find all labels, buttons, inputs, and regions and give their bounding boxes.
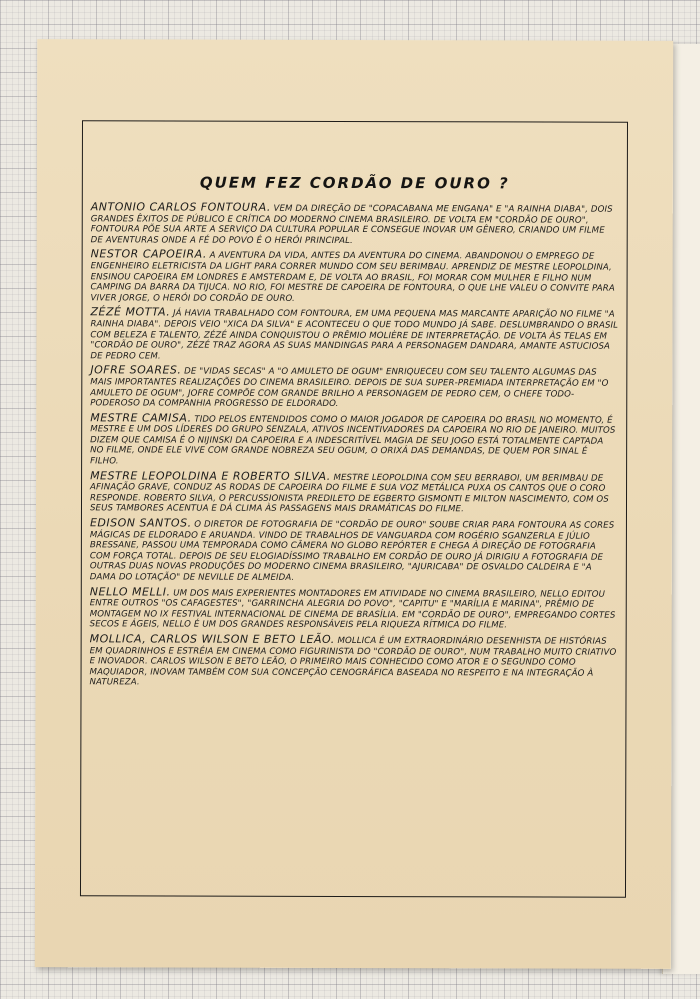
document-page	[35, 39, 673, 969]
credit-entry	[90, 247, 619, 305]
credit-name: NELLO MELLI.	[89, 584, 171, 599]
credit-entry	[90, 634, 618, 689]
credit-entry	[89, 468, 618, 516]
credit-name: ANTONIO CARLOS FONTOURA.	[90, 200, 271, 214]
credit-entry	[90, 518, 618, 584]
credit-name: NESTOR CAPOEIRA.	[90, 247, 207, 261]
credit-entry	[89, 584, 618, 632]
credit-entry	[90, 305, 619, 363]
credit-entry	[91, 202, 619, 247]
credit-text: TIDO PELOS ENTENDIDOS COMO O MAIOR JOGADOR DE CAPOEIRA DO BRASIL NO MOMENTO, É MESTRE E UM DOS LÍDERES DO GRUPO SENZALA, ATIVOS INCENTIVADORES DA CAPOEIRA NO RIO DE JANEIRO. MUITOS DIZEM QUE CAMISA É O NIJINSKI DA CAPOEIRA E A INDESCRITÍVEL MAGIA DE SEU JOGO ESTÁ TOTALMENTE CAPTADA NO FILME, ONDE ELE VIVE COM GRANDE NOBREZA SEU OGUM, O ORIXÁ DAS DEMANDAS, DE QUEM POR SINAL É FILHO.	[90, 414, 616, 467]
credit-entry	[90, 410, 618, 468]
credit-text: VEM DA DIREÇÃO DE "COPACABANA ME ENGANA" E "A RAINHA DIABA", DOIS GRANDES ÊXITOS DE PÚBLICO E CRÍTICA DO MODERNO CINEMA BRASILEIRO. DE VOLTA EM "CORDÃO DE OURO", FONTOURA PÕE SUA ARTE A SERVIÇO DA CULTURA POPULAR E CONSEGUE INOVAR UM GÊNERO, CRIANDO UM FILME DE AVENTURAS ONDE A FÉ DO POVO É O HERÓI PRINCIPAL.	[90, 203, 613, 246]
credit-name: MESTRE CAMISA.	[90, 410, 192, 425]
credit-entry	[90, 363, 618, 411]
credit-text: UM DOS MAIS EXPERIENTES MONTADORES EM ATIVIDADE NO CINEMA BRASILEIRO, NELLO EDITOU ENTRE OUTROS "OS CAFAGESTES", "GARRINCHA ALEGRIA DO POVO", "CAPITU" E "MARÍLIA E MARINA", PRÊMIO DE MONTAGEM NO IX FESTIVAL INTERNACIONAL DE CINEMA DE BRASÍLIA. EM "CORDÃO DE OURO", EMPREGANDO CORTES SECOS E ÁGEIS, NELLO É UM DOS GRANDES RESPONSÁVEIS PELA RIQUEZA RÍTMICA DO FILME.	[89, 588, 616, 631]
text-frame	[80, 120, 628, 897]
credit-name: JOFRE SOARES.	[90, 363, 182, 377]
credit-name: ZÉZÉ MOTTA.	[90, 305, 171, 319]
credit-text: MOLLICA É UM EXTRAORDINÁRIO DESENHISTA DE HISTÓRIAS EM QUADRINHOS E ESTRÉIA EM CINEMA COMO FIGURINISTA DO "CORDÃO DE OURO", NUM TRABALHO MUITO CRIATIVO E INOVADOR. CARLOS WILSON E BETO LEÃO, O PRIMEIRO MAIS CONHECIDO COMO ATOR E O SEGUNDO COMO MAQUIADOR, INOVAM TAMBÉM COM SUA CONCEPÇÃO CENOGRÁFICA BASEADA NO RESPEITO E NA INTEGRAÇÃO À NATUREZA.	[89, 635, 617, 688]
credit-name: MESTRE LEOPOLDINA E ROBERTO SILVA.	[90, 468, 331, 483]
credit-name: MOLLICA, CARLOS WILSON E BETO LEÃO.	[89, 632, 335, 646]
page-title: QUEM FEZ CORDÃO DE OURO ?	[199, 173, 510, 193]
credit-text: MESTRE LEOPOLDINA COM SEU BERRABOI, UM BERIMBAU DE AFINAÇÃO GRAVE, CONDUZ AS RODAS DE CAPOEIRA DO FILME E SUA VOZ METÁLICA PUXA OS CANTOS QUE O CORO RESPONDE. ROBERTO SILVA, O PERCUSSIONISTA PREDILETO DE EGBERTO GISMONTI E MILTON NASCIMENTO, COM OS SEUS TAMBORES ACENTUA E DÁ CLIMA ÀS PASSAGENS MAIS DRAMÁTICAS DO FILME.	[89, 472, 609, 515]
credit-text: JÁ HAVIA TRABALHADO COM FONTOURA, EM UMA PEQUENA MAS MARCANTE APARIÇÃO NO FILME "A RAINHA DIABA". DEPOIS VEIO "XICA DA SILVA" E ACONTECEU O QUE TODO MUNDO JÁ SABE. DESLUMBRANDO O BRASIL COM BELEZA E TALENTO, ZÉZÉ AINDA CONQUISTOU O PRÊMIO MOLIÈRE DE INTERPRETAÇÃO. DE VOLTA ÀS TELAS EM "CORDÃO DE OURO", ZÉZÉ TRAZ AGORA AS SUAS MANDINGAS PARA A PERSONAGEM DANDARA, AMANTE ASTUCIOSA DE PEDRO CEM.	[90, 308, 619, 362]
credit-text: O DIRETOR DE FOTOGRAFIA DE "CORDÃO DE OURO" SOUBE CRIAR PARA FONTOURA AS CORES MÁGICAS DE ELDORADO E ARUANDA. VINDO DE TRABALHOS DE VANGUARDA COM ROGÉRIO SGANZERLA E JÚLIO BRESSANE, PASSOU UMA TEMPORADA COMO CÂMERA NO GLOBO REPÓRTER E CHEGA À DIREÇÃO DE FOTOGRAFIA COM FORÇA TOTAL. DEPOIS DE SEU ELOGIADÍSSIMO TRABALHO EM CORDÃO DE OURO JÁ DIRIGIU A FOTOGRAFIA DE OUTRAS DUAS NOVAS PRODUÇÕES DO MODERNO CINEMA BRASILEIRO, "AJURICABA" DE OSVALDO CALDEIRA E "A DAMA DO LOTAÇÃO" DE NEVILLE DE ALMEIDA.	[89, 519, 615, 583]
credit-name: EDISON SANTOS.	[89, 516, 192, 530]
credits-text	[90, 202, 619, 693]
credit-text: DE "VIDAS SECAS" A "O AMULETO DE OGUM" ENRIQUECEU COM SEU TALENTO ALGUMAS DAS MAIS IMPORTANTES REALIZAÇÕES DO CINEMA BRASILEIRO. DEPOIS DE SUA SUPER-PREMIADA INTERPRETAÇÃO EM "O AMULETO DE OGUM", JOFRE COMPÕE COM GRANDE BRILHO A PERSONAGEM DE PEDRO CEM, O CHEFE TODO-PODEROSO DA COMPANHIA PROGRESSO DE ELDORADO.	[90, 366, 609, 410]
credit-text: A AVENTURA DA VIDA, ANTES DA AVENTURA DO CINEMA. ABANDONOU O EMPREGO DE ENGENHEIRO ELETRICISTA DA LIGHT PARA CORRER MUNDO COM SEU BERIMBAU. APRENDIZ DE MESTRE LEOPOLDINA, ENSINOU CAPOEIRA EM LONDRES E AMSTERDAM E, DE VOLTA AO BRASIL, FOI MORAR COM MULHER E FILHO NUM CAMPING DA BARRA DA TIJUCA. NO RIO, FOI MESTRE DE CAPOEIRA DE FONTOURA, O QUE LHE VALEU O CONVITE PARA VIVER JORGE, O HERÓI DO CORDÃO DE OURO.	[90, 250, 615, 304]
